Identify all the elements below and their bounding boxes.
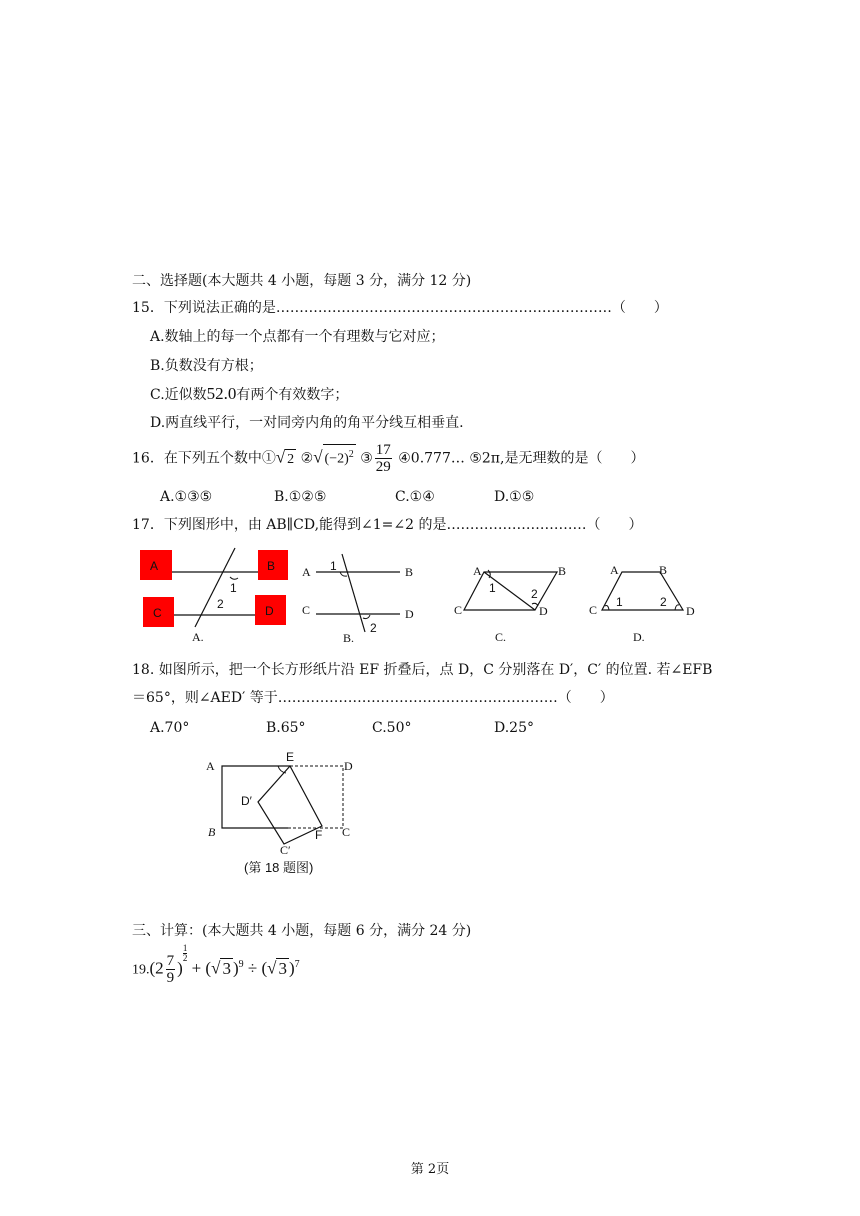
q15-option-a: A.数轴上的每一个点都有一个有理数与它对应； xyxy=(150,329,445,345)
radical-sign: √ xyxy=(267,958,277,978)
label-c: C xyxy=(342,825,351,839)
q18-stem-line-2: ＝65°，则∠AED′ 等于……………………………………………………（ ） xyxy=(132,690,614,706)
caption-b: B. xyxy=(343,631,355,645)
q18-option-c: C.50° xyxy=(372,720,412,736)
label-c: C xyxy=(302,603,311,617)
q17-figure-a xyxy=(140,545,290,645)
q19-mixed-fraction xyxy=(166,953,176,986)
q18-figure-caption: (第 18 题图) xyxy=(244,860,314,875)
q19-close-paren-3: ) xyxy=(288,958,295,978)
angle-1-arc xyxy=(605,606,609,611)
angle-1-arc xyxy=(488,570,490,578)
angle-2-arc xyxy=(363,615,370,619)
q16-option-a: A.①③⑤ xyxy=(160,489,213,505)
q16-radicand-1: 2 xyxy=(285,449,296,470)
q18-option-b: B.65° xyxy=(266,720,306,736)
angle-2-label: 2 xyxy=(531,587,538,601)
label-c-prime: C′ xyxy=(280,843,291,857)
q16-marker-4: ④0.777… xyxy=(398,450,465,467)
radical-sign: √ xyxy=(275,447,286,467)
caption-c: C. xyxy=(495,630,507,644)
q17-figure-d xyxy=(588,562,703,646)
q15-option-c xyxy=(150,384,348,405)
q18-option-a: A.70° xyxy=(150,720,190,736)
transversal xyxy=(342,554,365,632)
label-b: B xyxy=(659,563,668,577)
label-b: B xyxy=(208,825,216,839)
q17-figure-b xyxy=(298,552,423,644)
label-b: B xyxy=(267,559,276,573)
label-c: C xyxy=(454,603,463,617)
q19-radicand-1: 3 xyxy=(222,958,231,978)
q19-divide: ÷ ( xyxy=(243,958,268,978)
label-a: A xyxy=(610,563,619,577)
q16-marker-5: ⑤2π xyxy=(469,450,500,467)
q16-option-c: C.①④ xyxy=(395,489,435,505)
label-a: A xyxy=(150,559,159,573)
q15-stem: 15．下列说法正确的是………………………………………………………………（ ） xyxy=(132,300,668,316)
label-d: D xyxy=(344,759,353,773)
q19-exponent-9: 9 xyxy=(238,959,244,970)
q19-expression xyxy=(132,943,300,990)
q19-plus: + ( xyxy=(187,958,212,978)
q16-radicand-2-base: (−2) xyxy=(324,451,349,467)
q19-radicand-2: 3 xyxy=(278,958,287,978)
angle-2-label: 2 xyxy=(370,621,377,635)
label-a: A xyxy=(302,565,311,579)
q19-close-paren: ) xyxy=(177,958,183,978)
folded-flap xyxy=(258,766,322,844)
label-d: D xyxy=(265,604,274,618)
angle-1-arc xyxy=(230,577,238,579)
q16-marker-3: ③ xyxy=(360,450,373,467)
q18-option-d: D.25° xyxy=(494,720,534,736)
q17-figure-c xyxy=(452,562,577,646)
angle-1-label: 1 xyxy=(230,581,237,595)
q15-approx-number: 52.0 xyxy=(206,384,237,403)
label-e: E xyxy=(286,750,295,764)
angle-1-label: 1 xyxy=(616,595,623,609)
q16-text: 16．在下列五个数中① xyxy=(132,450,276,467)
label-a: A xyxy=(473,564,482,578)
rectangle-remaining-edges xyxy=(222,766,290,828)
q15-option-b: B.负数没有方根； xyxy=(150,358,263,374)
label-a: A xyxy=(206,759,215,773)
q19-close-paren-2: ) xyxy=(232,958,239,978)
q16-fraction-num: 17 xyxy=(375,442,391,458)
label-d: D xyxy=(686,604,695,618)
q19-exponent-num: 1 xyxy=(182,943,188,953)
q19-fraction-num: 7 xyxy=(166,953,175,970)
q15-option-d: D.两直线平行，一对同旁内角的角平分线互相垂直. xyxy=(150,415,464,431)
section-3-heading: 三、计算：(本大题共 4 小题，每题 6 分，满分 24 分) xyxy=(132,923,472,939)
q16-text-end: ,是无理数的是（ ） xyxy=(500,450,645,467)
trapezoid xyxy=(602,572,683,610)
label-f: F xyxy=(315,828,323,842)
label-d: D xyxy=(405,607,414,621)
original-flap-dashed xyxy=(290,766,343,828)
angle-1-arc xyxy=(340,572,347,576)
angle-2-arc xyxy=(675,605,679,610)
angle-1-label: 1 xyxy=(330,559,337,573)
label-c: C xyxy=(153,606,162,620)
q19-exponent-fraction xyxy=(183,944,188,963)
q15-option-c-text-end: 有两个有效数字； xyxy=(236,387,349,403)
q16-option-b: B.①②⑤ xyxy=(274,489,327,505)
q17-stem: 17．下列图形中，由 AB∥CD,能得到∠1=∠2 的是…………………………（ ） xyxy=(132,517,643,533)
q16-fraction-den: 29 xyxy=(375,459,391,475)
q18-figure xyxy=(200,750,365,860)
caption-a: A. xyxy=(192,630,204,644)
q19-fraction-den: 9 xyxy=(166,970,175,987)
q16-fraction xyxy=(375,442,392,475)
q16-radicand-2 xyxy=(323,444,356,470)
angle-2-label: 2 xyxy=(217,597,224,611)
q16-marker-2: ② xyxy=(300,450,314,467)
section-2-heading: 二、选择题(本大题共 4 小题，每题 3 分，满分 12 分) xyxy=(132,273,472,289)
q16-option-d: D.①⑤ xyxy=(494,489,535,505)
label-d-prime: D′ xyxy=(241,794,252,808)
q19-number: 19. xyxy=(132,962,150,978)
caption-d: D. xyxy=(633,630,645,644)
q19-open-paren: (2 xyxy=(149,958,164,978)
q19-exponent-7: 7 xyxy=(294,959,300,970)
q16-stem xyxy=(132,442,644,476)
label-c: C xyxy=(589,603,598,617)
q18-stem-line-1: 18. 如图所示，把一个长方形纸片沿 EF 折叠后，点 D，C 分别落在 D′，C′ 的位置. 若∠EFB xyxy=(132,662,713,678)
angle-2-label: 2 xyxy=(660,595,667,609)
q16-radicand-2-exp: 2 xyxy=(348,448,354,460)
q15-option-c-text: C.近似数 xyxy=(150,387,207,403)
angle-1-label: 1 xyxy=(489,581,496,595)
label-d: D xyxy=(539,604,548,618)
radical-sign: √ xyxy=(211,958,221,978)
page-footer: 第 2页 xyxy=(410,1162,450,1177)
q19-exponent-den: 2 xyxy=(182,953,188,963)
label-b: B xyxy=(558,564,567,578)
label-b: B xyxy=(405,565,414,579)
radical-sign: √ xyxy=(313,447,323,467)
